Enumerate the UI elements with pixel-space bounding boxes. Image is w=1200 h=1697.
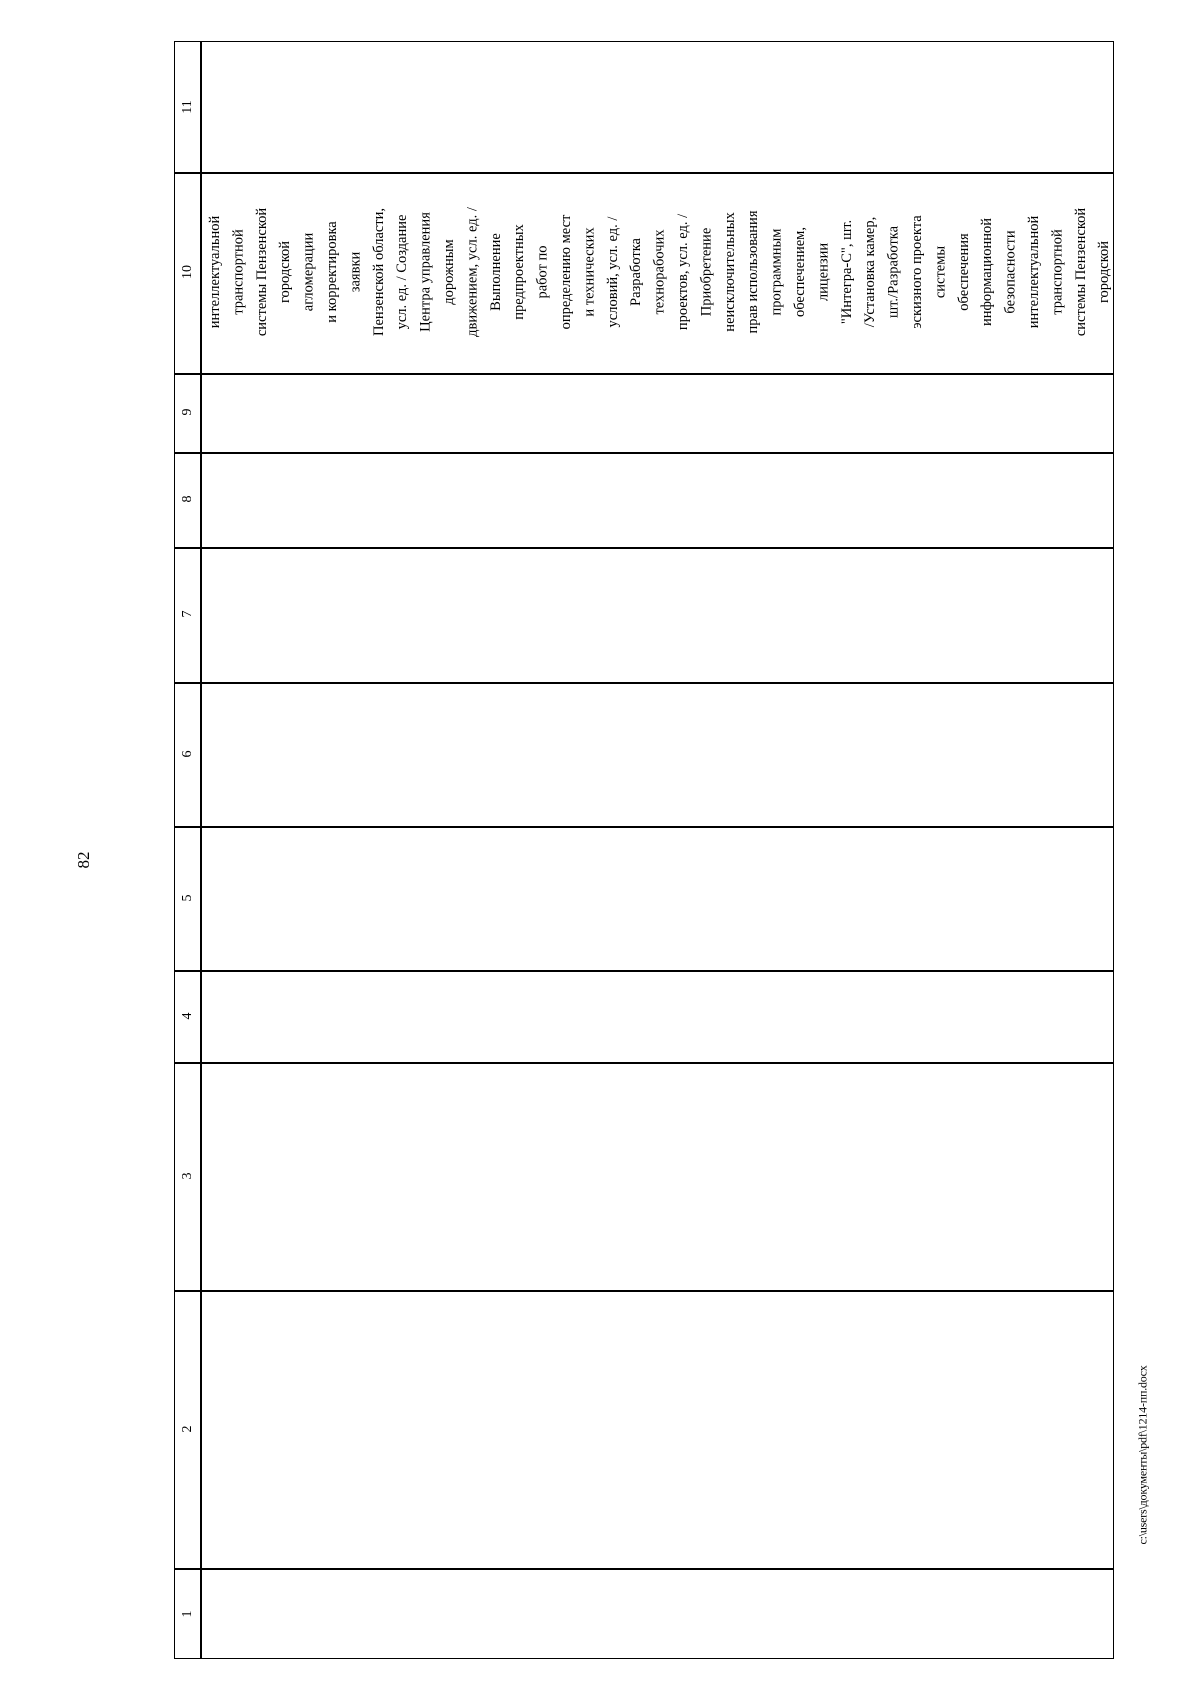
col10-line: Пензенской области, xyxy=(370,207,387,337)
page-number: 82 xyxy=(74,851,93,869)
col-boundary xyxy=(175,1062,1113,1064)
col-number-5: 5 xyxy=(180,894,195,902)
col10-line: обеспечения xyxy=(955,233,972,311)
col10-line: информационной xyxy=(979,217,996,327)
col-number-2: 2 xyxy=(180,1425,195,1433)
col-number-10: 10 xyxy=(180,265,195,279)
col-boundary xyxy=(175,682,1113,684)
col10-line: городской xyxy=(277,240,294,304)
col10-line: интеллектуальной xyxy=(207,215,223,329)
col10-line: обеспечением, xyxy=(792,227,808,317)
col10-line: Разработка xyxy=(628,238,645,306)
col-number-4: 4 xyxy=(180,1012,195,1020)
col10-line: /Установка камер, xyxy=(862,216,879,328)
col-boundary xyxy=(175,1290,1113,1292)
col10-line: Приобретение xyxy=(698,227,715,317)
col10-line: работ по xyxy=(534,245,551,299)
col-number-3: 3 xyxy=(180,1172,195,1180)
col10-line: движением, усл. ед. / xyxy=(464,207,481,337)
col10-line: технорабочих xyxy=(651,229,668,315)
col10-line: неисключительных xyxy=(721,212,738,332)
col10-line: системы Пензенской xyxy=(1072,207,1089,337)
footer-file-path: c:\users\документы\pdf\1214-пп.docx xyxy=(1135,1365,1150,1545)
col10-text xyxy=(202,173,1113,372)
col10-line: системы xyxy=(932,245,949,299)
data-table xyxy=(174,41,1114,1659)
col-boundary xyxy=(175,452,1113,454)
col-number-8: 8 xyxy=(180,495,195,503)
col10-line: городской xyxy=(1096,240,1113,304)
col10-line: и корректировка xyxy=(324,221,340,323)
col10-line: прав использования xyxy=(745,210,762,334)
col10-line: интеллектуальной xyxy=(1026,215,1042,329)
col-boundary xyxy=(175,547,1113,549)
col-number-1: 1 xyxy=(180,1610,195,1618)
col-boundary xyxy=(175,826,1113,828)
col10-line: проектов, усл. ед. / xyxy=(675,213,691,331)
col10-line: безопасности xyxy=(1002,230,1019,314)
col10-line: определению мест xyxy=(558,214,574,330)
col10-line: "Интегра-С", шт. xyxy=(838,219,855,325)
col-number-11: 11 xyxy=(180,100,195,114)
col10-line: программным xyxy=(768,228,785,316)
col10-line: и технических xyxy=(581,227,598,317)
col-number-6: 6 xyxy=(180,750,195,758)
col10-line: лицензии xyxy=(815,242,832,302)
col10-line: агломерации xyxy=(300,232,317,312)
col10-line: предпроектных xyxy=(511,224,528,320)
col10-line: заявки xyxy=(347,251,364,293)
col10-line: усл. ед. / Создание xyxy=(394,214,411,330)
col10-line: эскизного проекта xyxy=(909,215,925,329)
col-boundary xyxy=(175,373,1113,375)
col10-line: шт./Разработка xyxy=(885,225,902,319)
col10-line: транспортной xyxy=(230,229,247,315)
col10-line: транспортной xyxy=(1049,229,1066,315)
col10-line: дорожным xyxy=(441,239,457,305)
col-boundary xyxy=(175,970,1113,972)
col10-line: Центра управления xyxy=(417,212,434,332)
col-number-9: 9 xyxy=(180,408,195,416)
col10-line: системы Пензенской xyxy=(253,207,270,337)
col-boundary xyxy=(175,1568,1113,1570)
col-number-7: 7 xyxy=(180,610,195,618)
col10-line: Выполнение xyxy=(487,233,504,311)
col10-line: условий, усл. ед. / xyxy=(604,216,621,328)
